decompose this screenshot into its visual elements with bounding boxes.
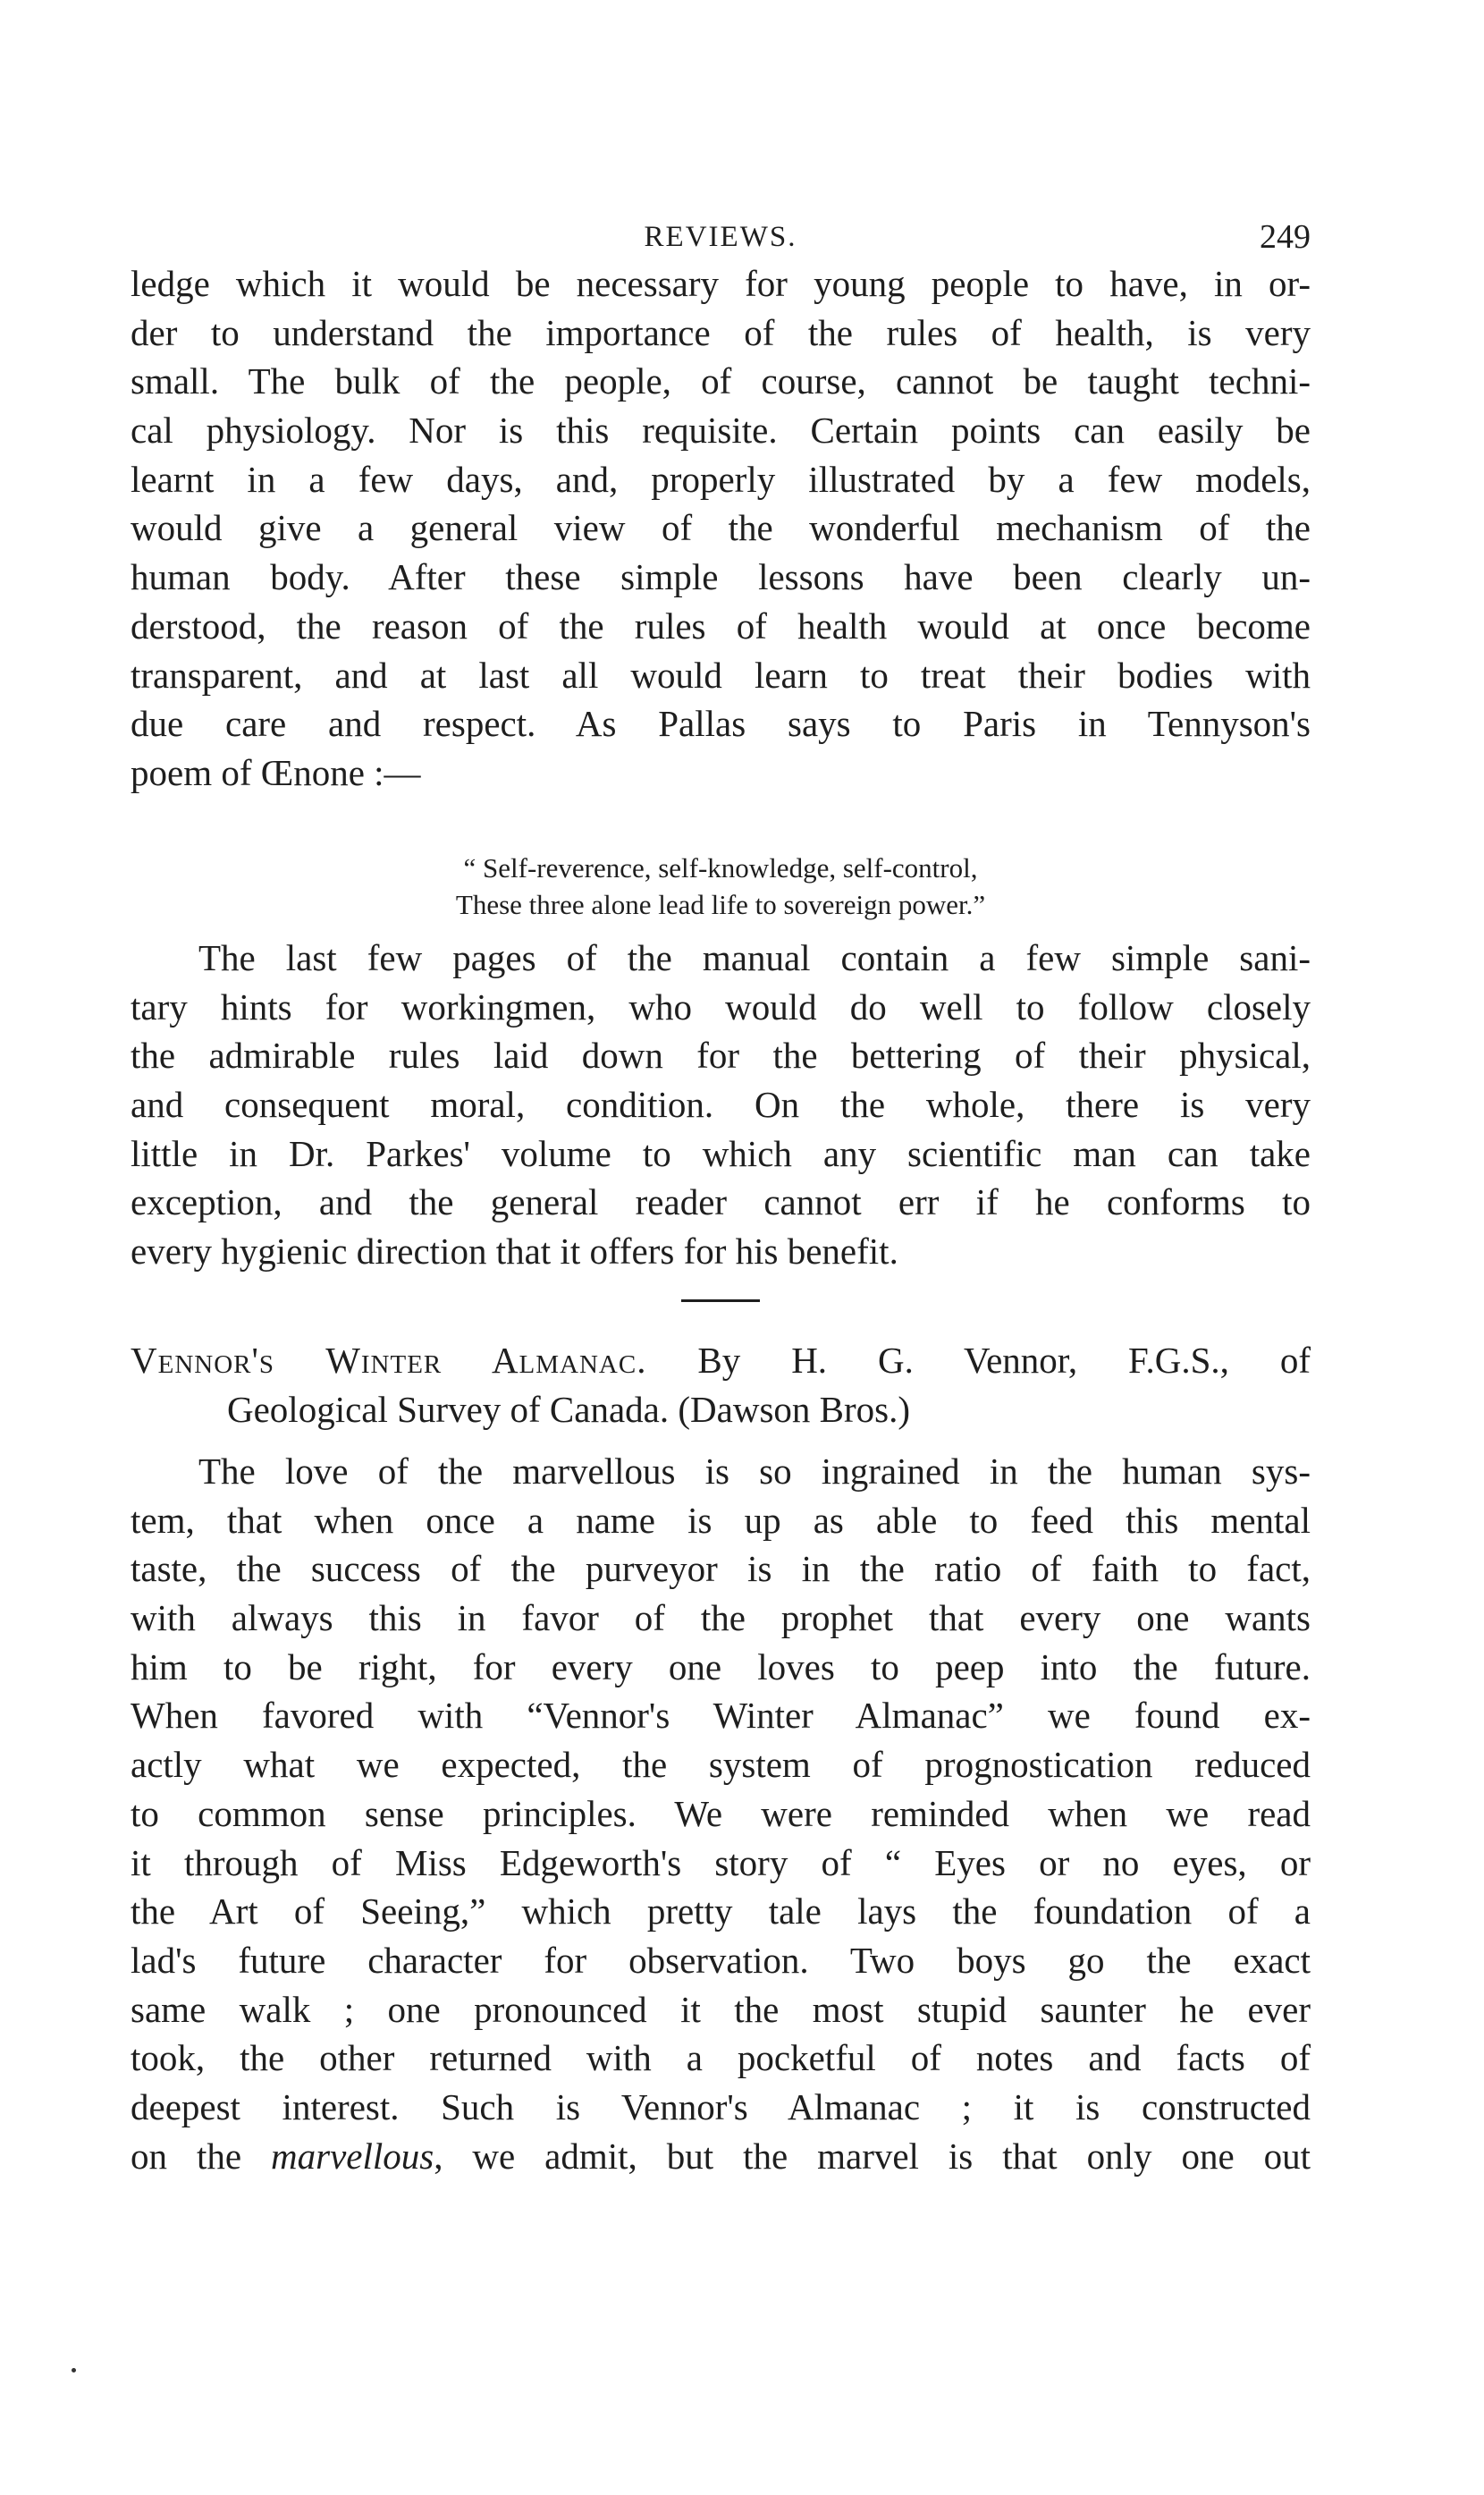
text-line: When favored with “Vennor's Winter Almanac” we found ex- xyxy=(131,1695,1311,1737)
text-line-final xyxy=(131,2132,1311,2181)
text-line: him to be right, for every one loves to peep into the future. xyxy=(131,1645,1311,1687)
text-line: every hygienic direction that it offers for his benefit. xyxy=(131,1231,898,1273)
section-divider xyxy=(681,1299,760,1302)
text-line: the Art of Seeing,” which pretty tale lays the foundation of a xyxy=(131,1890,1311,1933)
review-heading-line xyxy=(131,1336,1311,1385)
paragraph-parkes-review-end xyxy=(131,259,1311,798)
paragraph-manual-summary xyxy=(131,934,1311,1276)
quote-line: These three alone lead life to sovereign power.” xyxy=(455,889,986,920)
text-line: tary hints for workingmen, who would do well to follow closely xyxy=(131,985,1311,1028)
text-line: took, the other returned with a pocketful of notes and facts of xyxy=(131,2037,1311,2079)
text-line: poem of Œnone :— xyxy=(131,751,421,793)
margin-speck xyxy=(72,2368,76,2372)
review-byline: By H. G. Vennor, F.G.S., of xyxy=(697,1340,1311,1381)
text-line: The last few pages of the manual contain a few simple sani- xyxy=(198,937,1311,978)
text-line: little in Dr. Parkes' volume to which any scientific man can take xyxy=(131,1132,1311,1174)
text-line: transparent, and at last all would learn to treat their bodies with xyxy=(131,654,1311,696)
text-line: and consequent moral, condition. On the whole, there is very xyxy=(131,1084,1311,1126)
italic-word: marvellous xyxy=(271,2135,434,2177)
text-line: actly what we expected, the system of prognostication reduced xyxy=(131,1744,1311,1786)
tennyson-quote xyxy=(131,850,1311,923)
paragraph-vennor-review xyxy=(131,1447,1311,2180)
quote-line: “ Self-reverence, self-knowledge, self-control, xyxy=(463,852,978,884)
text-line: der to understand the importance of the rules of health, is very xyxy=(131,311,1311,353)
text-line: ledge which it would be necessary for young people to have, in or- xyxy=(131,263,1311,304)
text-fragment: , we admit, but the marvel is that only one out xyxy=(434,2135,1311,2177)
text-line: it through of Miss Edgeworth's story of “ Eyes or no eyes, or xyxy=(131,1841,1311,1883)
text-line: the admirable rules laid down for the bettering of their physical, xyxy=(131,1035,1311,1077)
text-line: lad's future character for observation. Two boys go the exact xyxy=(131,1939,1311,1981)
text-line: exception, and the general reader cannot err if he conforms to xyxy=(131,1181,1311,1223)
text-line: tem, that when once a name is up as able to feed this mental xyxy=(131,1499,1311,1541)
review-title: Vennor's Winter Almanac. xyxy=(131,1340,647,1381)
text-line: human body. After these simple lessons have been clearly un- xyxy=(131,556,1311,598)
text-line: due care and respect. As Pallas says to Paris in Tennyson's xyxy=(131,703,1311,745)
text-line: derstood, the reason of the rules of health would at once become xyxy=(131,605,1311,647)
review-heading xyxy=(131,1336,1311,1434)
text-fragment: on the xyxy=(131,2135,271,2177)
text-line: to common sense principles. We were reminded when we read xyxy=(131,1792,1311,1834)
text-line: deepest interest. Such is Vennor's Almanac ; it is constructed xyxy=(131,2085,1311,2127)
text-line: would give a general view of the wonderful mechanism of the xyxy=(131,507,1311,549)
text-line: with always this in favor of the prophet that every one wants xyxy=(131,1597,1311,1639)
text-line: cal physiology. Nor is this requisite. Certain points can easily be xyxy=(131,410,1311,452)
page-number: 249 xyxy=(1260,218,1311,256)
text-line: same walk ; one pronounced it the most stupid saunter he ever xyxy=(131,1988,1311,2030)
text-line: The love of the marvellous is so ingrained in the human sys- xyxy=(198,1450,1311,1492)
text-line: small. The bulk of the people, of course, cannot be taught techni- xyxy=(131,360,1311,402)
text-line: learnt in a few days, and, properly illustrated by a few models, xyxy=(131,458,1311,500)
running-title: REVIEWS. xyxy=(644,221,797,253)
review-publisher: Geological Survey of Canada. (Dawson Bros.) xyxy=(227,1388,911,1430)
text-line: taste, the success of the purveyor is in the ratio of faith to fact, xyxy=(131,1548,1311,1590)
running-head xyxy=(131,215,1311,259)
